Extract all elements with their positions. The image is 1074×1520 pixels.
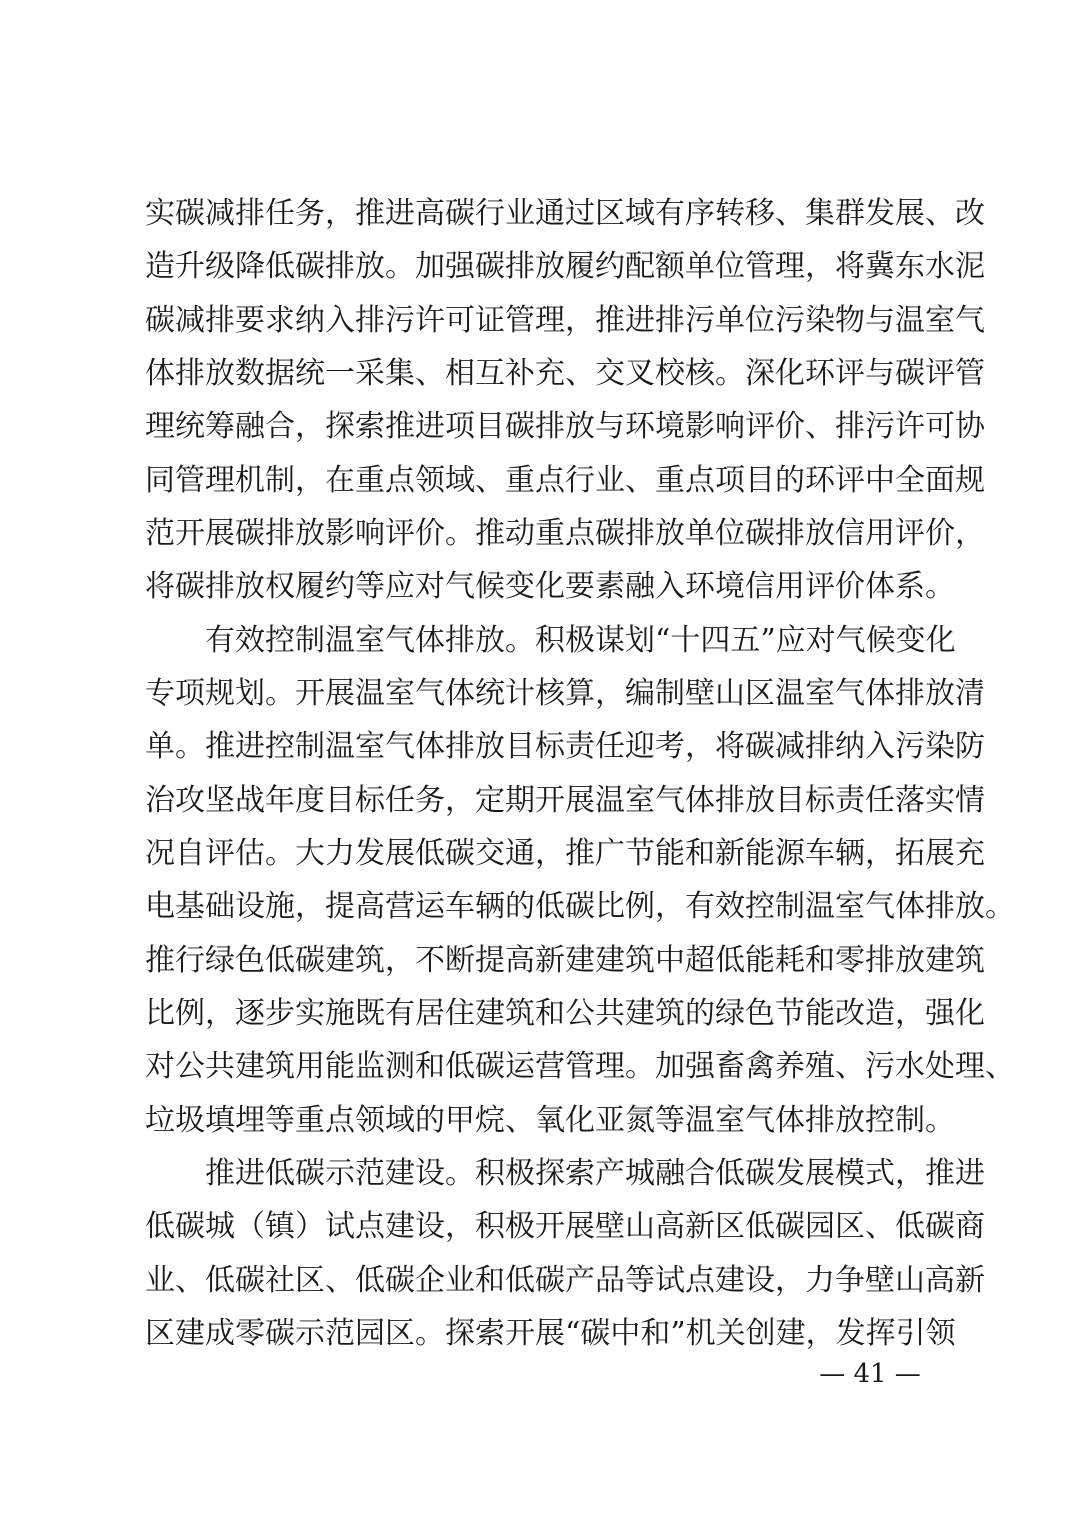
text-line: 造升级降低碳排放。加强碳排放履约配额单位管理，将冀东水泥: [145, 249, 985, 284]
text-line: 单。推进控制温室气体排放目标责任迎考，将碳减排纳入污染防: [145, 729, 985, 764]
text-line: 低碳城（镇）试点建设，积极开展壁山高新区低碳园区、低碳商: [145, 1209, 985, 1244]
text-line: 对公共建筑用能监测和低碳运营管理。加强畜禽养殖、污水处理、: [145, 1049, 1015, 1084]
text-line: 同管理机制，在重点领域、重点行业、重点项目的环评中全面规: [145, 463, 985, 498]
text-line: 业、低碳社区、低碳企业和低碳产品等试点建设，力争壁山高新: [145, 1263, 985, 1298]
paragraph-heading-line: 有效控制温室气体排放。积极谋划“十四五”应对气候变化: [205, 623, 956, 658]
text-line: 比例，逐步实施既有居住建筑和公共建筑的绿色节能改造，强化: [145, 996, 985, 1031]
text-line: 理统筹融合，探索推进项目碳排放与环境影响评价、排污许可协: [145, 409, 985, 444]
text-line: 专项规划。开展温室气体统计核算，编制壁山区温室气体排放清: [145, 676, 985, 711]
text-line: 治攻坚战年度目标任务，定期开展温室气体排放目标责任落实情: [145, 783, 985, 818]
text-line: 况自评估。大力发展低碳交通，推广节能和新能源车辆，拓展充: [145, 836, 985, 871]
text-line: 区建成零碳示范园区。探索开展“碳中和”机关创建，发挥引领: [145, 1316, 956, 1351]
text-line: 实碳减排任务，推进高碳行业通过区域有序转移、集群发展、改: [145, 196, 985, 231]
text-line: 碳减排要求纳入排污许可证管理，推进排污单位污染物与温室气: [145, 303, 985, 338]
text-line: 体排放数据统一采集、相互补充、交叉校核。深化环评与碳评管: [145, 356, 985, 391]
text-line: 推行绿色低碳建筑，不断提高新建建筑中超低能耗和零排放建筑: [145, 943, 985, 978]
page-number: — 41 —: [819, 1359, 921, 1389]
text-line: 范开展碳排放影响评价。推动重点碳排放单位碳排放信用评价，: [145, 516, 985, 551]
text-line: 将碳排放权履约等应对气候变化要素融入环境信用评价体系。: [145, 569, 955, 604]
text-line: 垃圾填埋等重点领域的甲烷、氧化亚氮等温室气体排放控制。: [145, 1103, 955, 1138]
paragraph-heading-line: 推进低碳示范建设。积极探索产城融合低碳发展模式，推进: [205, 1156, 985, 1191]
text-line: 电基础设施，提高营运车辆的低碳比例，有效控制温室气体排放。: [145, 889, 1015, 924]
